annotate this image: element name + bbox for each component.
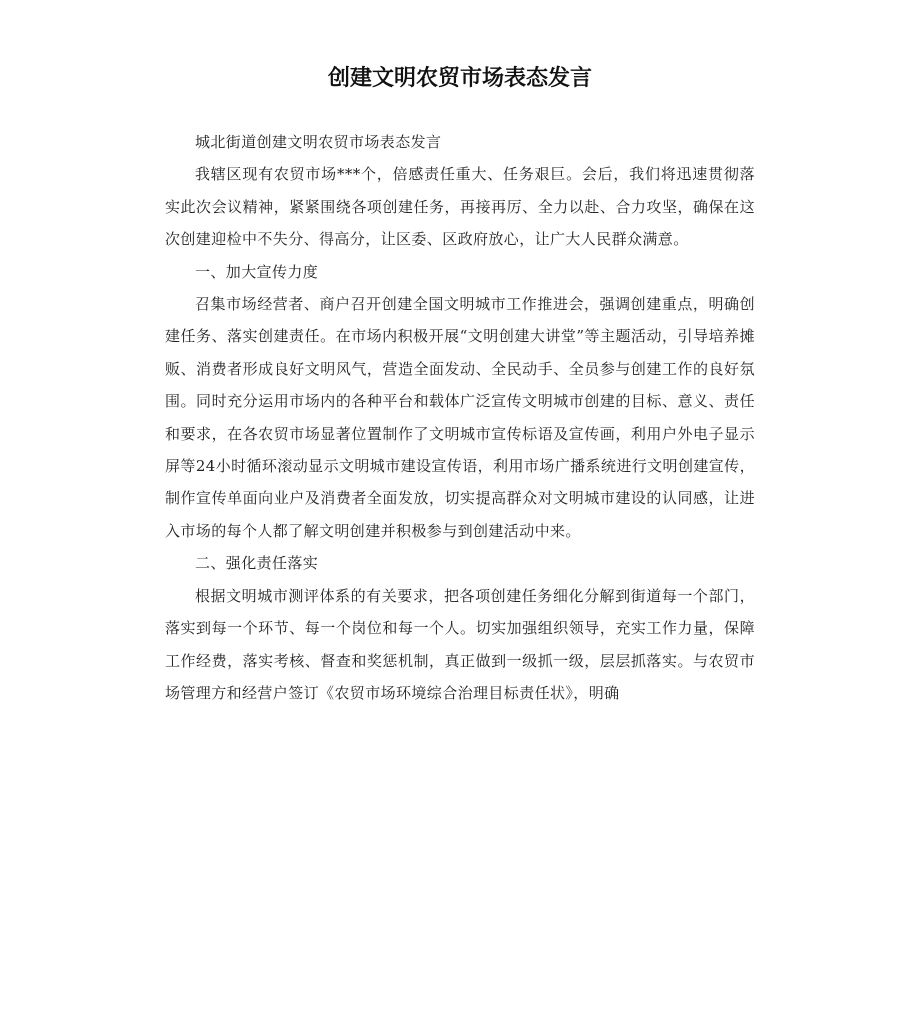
- section-1-paragraph: 召集市场经营者、商户召开创建全国文明城市工作推进会，强调创建重点，明确创建任务、落实创建责任。在市场内积极开展“文明创建大讲堂”等主题活动，引导培养摊贩、消费者形成良好文明风气，营造全面发动、全民动手、全员参与创建工作的良好氛围。同时充分运用市场内的各种平台和载体广泛宣传文明城市创建的目标、意义、责任和要求，在各农贸市场显著位置制作了文明城市宣传标语及宣传画，利用户外电子显示屏等24小时循环滚动显示文明城市建设宣传语，利用市场广播系统进行文明创建宣传，制作宣传单面向业户及消费者全面发放，切实提高群众对文明城市建设的认同感，让进入市场的每个人都了解文明创建并积极参与到创建活动中来。: [165, 295, 755, 540]
- section-heading-1: 一、加大宣传力度: [195, 262, 319, 281]
- subtitle-paragraph: 城北街道创建文明农贸市场表态发言: [195, 133, 442, 151]
- section-2-paragraph: 根据文明城市测评体系的有关要求，把各项创建任务细化分解到街道每一个部门，落实到每一个环节、每一个岗位和每一个人。切实加强组织领导，充实工作力量，保障工作经费，落实考核、督查和奖惩机制，真正做到一级抓一级，层层抓落实。与农贸市场管理方和经营户签订《农贸市场环境综合治理目标责任状》，明确: [165, 586, 755, 702]
- intro-paragraph: 我辖区现有农贸市场***个，倍感责任重大、任务艰巨。会后，我们将迅速贯彻落实此次会议精神，紧紧围绕各项创建任务，再接再厉、全力以赴、合力攻坚，确保在这次创建迎检中不失分、得高分，让区委、区政府放心，让广大人民群众满意。: [165, 165, 755, 249]
- document-body: [165, 126, 755, 709]
- section-heading-2: 二、强化责任落实: [195, 554, 319, 573]
- document-title: 创建文明农贸市场表态发言: [327, 66, 592, 91]
